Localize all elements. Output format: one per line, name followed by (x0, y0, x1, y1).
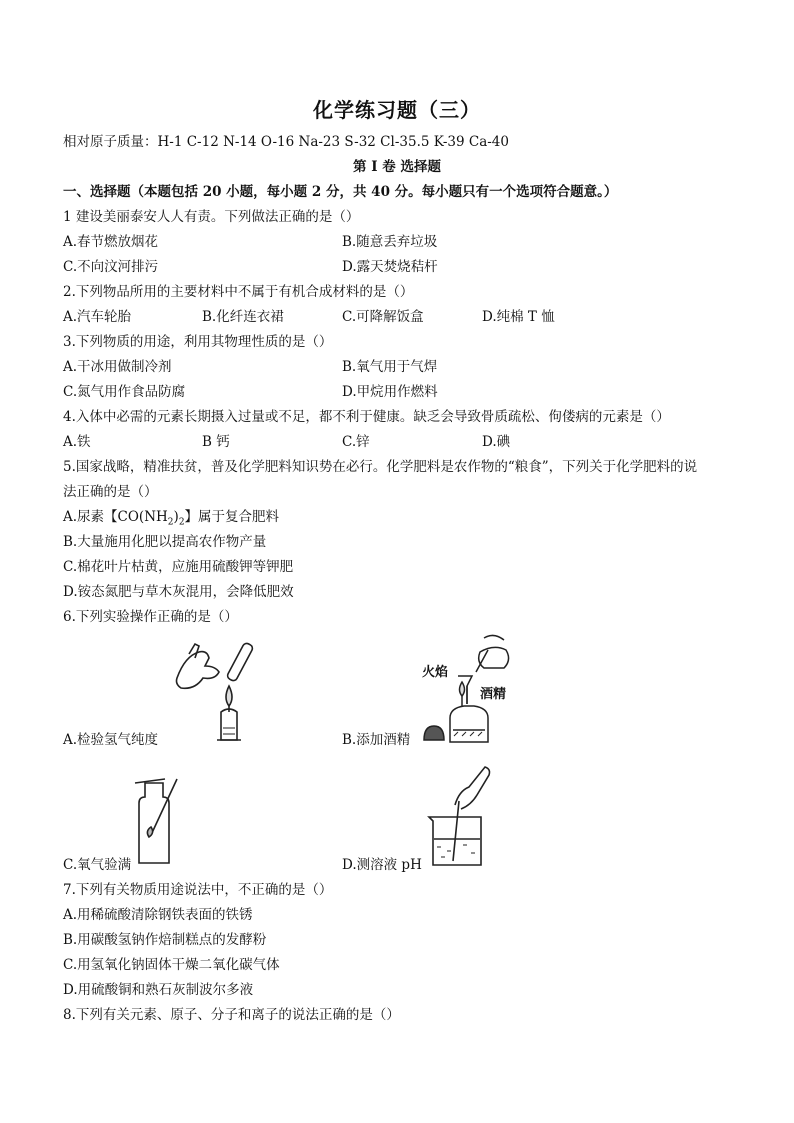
q3-option-c[interactable]: C.氮气用作食品防腐 (63, 384, 186, 400)
page-title: 化学练习题（三） (313, 98, 481, 122)
q5-subscript-1: 2 (167, 517, 174, 528)
q5-option-b[interactable]: B.大量施用化肥以提高农作物产量 (63, 534, 267, 550)
q7-option-c[interactable]: C.用氢氧化钠固体干燥二氧化碳气体 (63, 957, 280, 973)
q2-stem: 2.下列物品所用的主要材料中不属于有机合成材料的是（） (63, 284, 414, 300)
q7-stem: 7.下列有关物质用途说法中，不正确的是（） (63, 882, 333, 898)
oxygen-full-test-figure (133, 775, 193, 865)
q2-option-c[interactable]: C.可降解饭盒 (342, 309, 424, 325)
q4-option-b[interactable]: B 钙 (202, 434, 230, 450)
section-intro: 一、选择题（本题包括 20 小题，每小题 2 分，共 40 分。每小题只有一个选项符合题意。） (63, 184, 618, 200)
q6-option-c[interactable]: C.氧气验满 (63, 857, 132, 873)
q1-option-c[interactable]: C.不向汶河排污 (63, 259, 159, 275)
q1-option-a[interactable]: A.春节燃放烟花 (63, 234, 159, 250)
q2-option-d[interactable]: D.纯棉 T 恤 (482, 309, 555, 325)
q5-option-a-pre: A.尿素【CO(NH (63, 509, 168, 525)
q2-option-a[interactable]: A.汽车轮胎 (63, 309, 132, 325)
q6-stem: 6.下列实验操作正确的是（） (63, 609, 238, 625)
adding-alcohol-figure (418, 632, 523, 744)
atomic-masses: 相对原子质量：H-1 C-12 N-14 O-16 Na-23 S-32 Cl-35.5 K-39 Ca-40 (63, 134, 509, 150)
q5-option-a[interactable] (63, 508, 279, 532)
q2-option-b[interactable]: B.化纤连衣裙 (202, 309, 284, 325)
q7-option-a[interactable]: A.用稀硫酸清除钢铁表面的铁锈 (63, 907, 253, 923)
q4-option-c[interactable]: C.锌 (342, 434, 370, 450)
q1-option-d[interactable]: D.露天焚烧秸杆 (342, 259, 438, 275)
q4-option-d[interactable]: D.碘 (482, 434, 511, 450)
q5-stem-line1: 5.国家战略，精准扶贫，普及化学肥料知识势在必行。化学肥料是农作物的“粮食”，下列关于化学肥料的说 (63, 459, 698, 475)
q3-stem: 3.下列物质的用途，利用其物理性质的是（） (63, 334, 333, 350)
q5-subscript-2: 2 (178, 517, 185, 528)
q5-stem-line2: 法正确的是（） (63, 484, 158, 500)
q3-option-b[interactable]: B.氧气用于气焊 (342, 359, 438, 375)
q8-stem: 8.下列有关元素、原子、分子和离子的说法正确的是（） (63, 1007, 400, 1023)
label-alcohol: 酒精 (480, 687, 507, 702)
q7-option-d[interactable]: D.用硫酸铜和熟石灰制波尔多液 (63, 982, 254, 998)
q7-option-b[interactable]: B.用碳酸氢钠作焙制糕点的发酵粉 (63, 932, 267, 948)
q5-option-a-post: 】属于复合肥料 (184, 509, 280, 525)
q1-stem: 1 建设美丽泰安人人有责。下列做法正确的是（） (63, 209, 360, 225)
q6-option-b[interactable]: B.添加酒精 (342, 732, 411, 748)
q6-option-d[interactable]: D.测溶液 pH (342, 857, 422, 873)
q3-option-d[interactable]: D.甲烷用作燃料 (342, 384, 438, 400)
hydrogen-purity-test-figure (165, 640, 275, 745)
q5-option-d[interactable]: D.铵态氮肥与草木灰混用，会降低肥效 (63, 584, 294, 600)
q4-stem: 4.入体中必需的元素长期摄入过量或不足，都不利于健康。缺乏会导致骨质疏松、佝偻病的元素是（） (63, 409, 670, 425)
q3-option-a[interactable]: A.干冰用做制冷剂 (63, 359, 172, 375)
q4-option-a[interactable]: A.铁 (63, 434, 91, 450)
section-title: 第 I 卷 选择题 (353, 159, 441, 175)
label-flame: 火焰 (422, 665, 449, 680)
q1-option-b[interactable]: B.随意丢弃垃圾 (342, 234, 438, 250)
q5-option-a-mid: ) (173, 509, 179, 525)
q5-option-c[interactable]: C.棉花叶片枯黄，应施用硫酸钾等钾肥 (63, 559, 294, 575)
q6-option-a[interactable]: A.检验氢气纯度 (63, 732, 159, 748)
measuring-ph-figure (425, 765, 495, 867)
